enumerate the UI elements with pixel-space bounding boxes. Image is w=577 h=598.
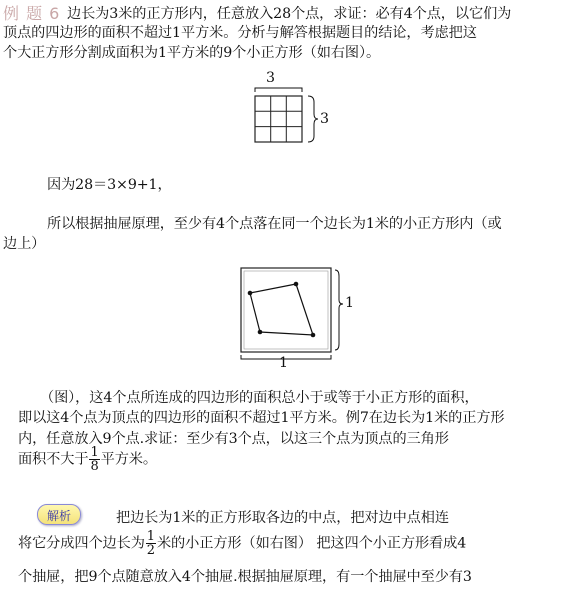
fraction-denominator: 2: [146, 543, 155, 558]
analysis-line-3: 个抽屉，把9个点随意放入4个抽屉.根据抽屉原理，有一个抽屉中至少有3: [18, 569, 472, 585]
quad-side-brace: [335, 270, 343, 350]
analysis-text-pre: 将它分成四个边长为: [18, 535, 145, 552]
point-a: [294, 282, 299, 287]
area-text-pre: 面积不大于: [18, 451, 89, 468]
grid-figure: [250, 82, 350, 154]
analysis-badge: [37, 504, 81, 525]
fraction-numerator: 1: [90, 445, 99, 460]
grid-top-label: 3: [266, 70, 275, 86]
fraction-one-eighth: [89, 446, 99, 473]
quad-figure: [236, 262, 356, 370]
point-d: [311, 333, 316, 338]
point-b: [248, 291, 253, 296]
quad-side-label: 1: [345, 295, 354, 311]
analysis-line-2: [18, 530, 466, 557]
because-line: 因为28＝3×9+1，: [47, 177, 172, 193]
example-label: 例 题 6: [3, 4, 61, 23]
quad-bottom-label: 1: [279, 355, 288, 371]
paragraph2-line-3: 内，任意放入9个点.求证：至少有3个点，以这三个点为顶点的三角形: [18, 431, 449, 447]
header-line-1: 边长为3米的正方形内，任意放入28个点，求证：必有4个点，以它们为: [67, 6, 512, 22]
header-line-2: 顶点的四边形的面积不超过1平方米。分析与解答根据题目的结论，考虑把这: [3, 25, 477, 41]
fraction-one-half: [146, 530, 156, 557]
pigeonhole-line-2: 边上）: [3, 236, 46, 252]
fraction-denominator: 8: [90, 459, 99, 474]
header-line-3: 个大正方形分割成面积为1平方米的9个小正方形（如右图）。: [3, 45, 381, 61]
analysis-text-post: 米的小正方形（如右图） 把这四个小正方形看成4: [156, 535, 467, 552]
grid-outer-square: [255, 96, 302, 142]
grid-side-brace: [308, 96, 318, 142]
analysis-badge-label: 解析: [46, 509, 71, 523]
area-text-post: 平方米。: [100, 451, 157, 468]
pigeonhole-line-1: 所以根据抽屉原理，至少有4个点落在同一个边长为1米的小正方形内（或: [47, 216, 502, 232]
paragraph2-line-2: 即以这4个点为顶点的四边形的面积不超过1平方米。例7在边长为1米的正方形: [18, 410, 505, 426]
paragraph2-line-1: （图），这4个点所连成的四边形的面积总小于或等于小正方形的面积，: [40, 390, 479, 406]
paragraph2-line-4: [18, 446, 157, 473]
grid-top-brace: [255, 88, 302, 92]
quadrilateral: [250, 284, 313, 335]
analysis-line-1: 把边长为1米的正方形取各边的中点，把对边中点相连: [116, 510, 449, 526]
fraction-numerator: 1: [146, 529, 155, 544]
point-c: [258, 330, 263, 335]
grid-side-label: 3: [320, 111, 329, 127]
